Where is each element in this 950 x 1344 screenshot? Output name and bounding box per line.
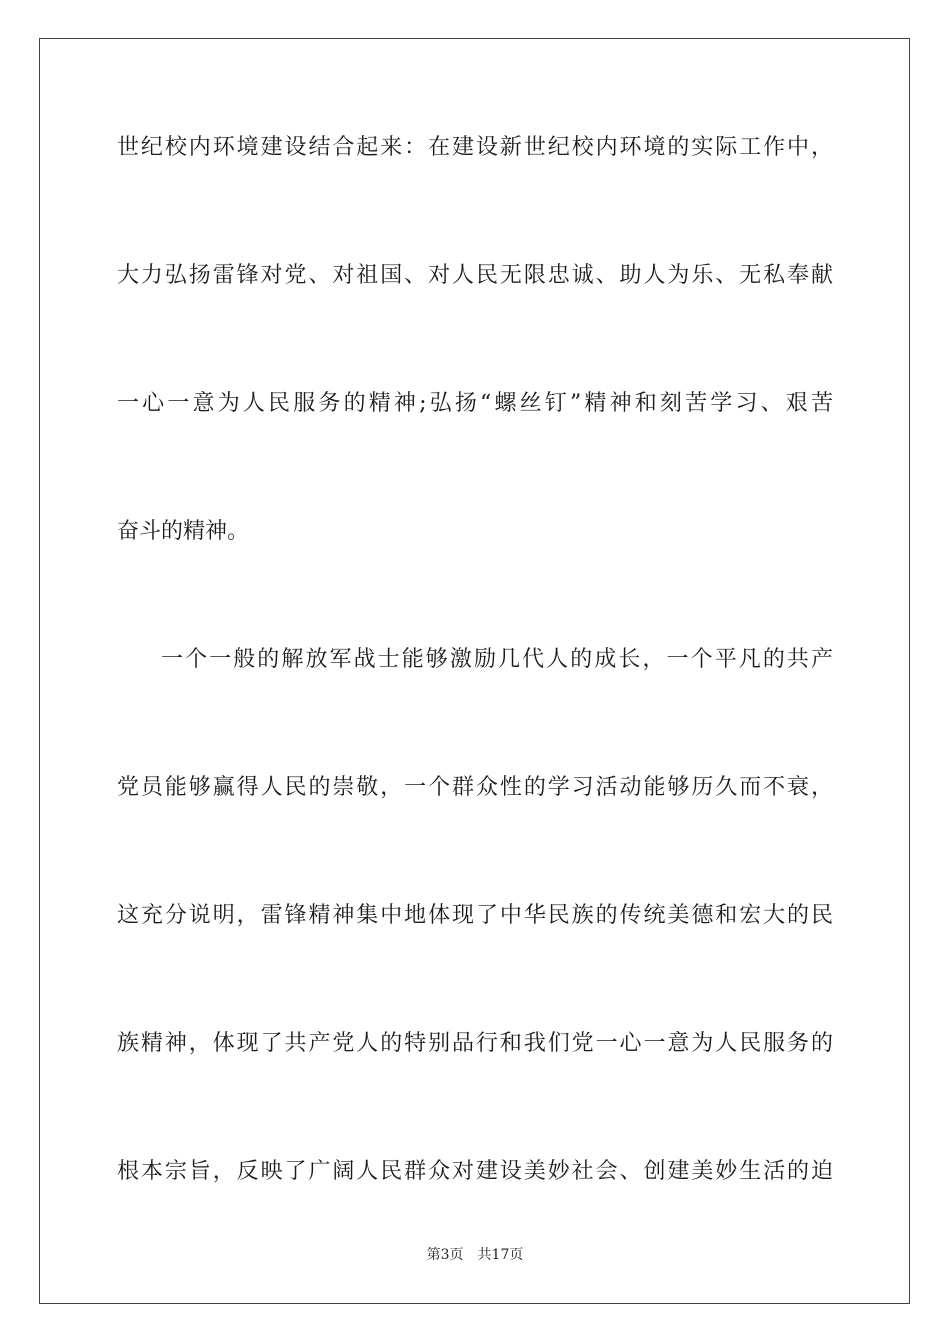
page-number: 第3页 (426, 1247, 464, 1263)
body-line-8: 族精神，体现了共产党人的特别品行和我们党一心一意为人民服务的 (117, 1031, 833, 1056)
page-footer (0, 1245, 950, 1265)
body-line-6: 党员能够赢得人民的崇敬，一个群众性的学习活动能够历久而不衰， (117, 775, 833, 800)
body-line-9: 根本宗旨，反映了广阔人民群众对建设美妙社会、创建美妙生活的迫 (117, 1159, 833, 1184)
body-line-5: 一个一般的解放军战士能够激励几代人的成长，一个平凡的共产 (161, 647, 833, 672)
page-total: 共17页 (477, 1247, 524, 1263)
body-line-2: 大力弘扬雷锋对党、对祖国、对人民无限忠诚、助人为乐、无私奉献 (117, 263, 833, 288)
body-line-1: 世纪校内环境建设结合起来：在建设新世纪校内环境的实际工作中， (117, 135, 833, 160)
body-line-3: 一心一意为人民服务的精神;弘扬“螺丝钉”精神和刻苦学习、艰苦 (117, 391, 833, 416)
body-line-7: 这充分说明，雷锋精神集中地体现了中华民族的传统美德和宏大的民 (117, 903, 833, 928)
body-line-4: 奋斗的精神。 (117, 519, 250, 544)
